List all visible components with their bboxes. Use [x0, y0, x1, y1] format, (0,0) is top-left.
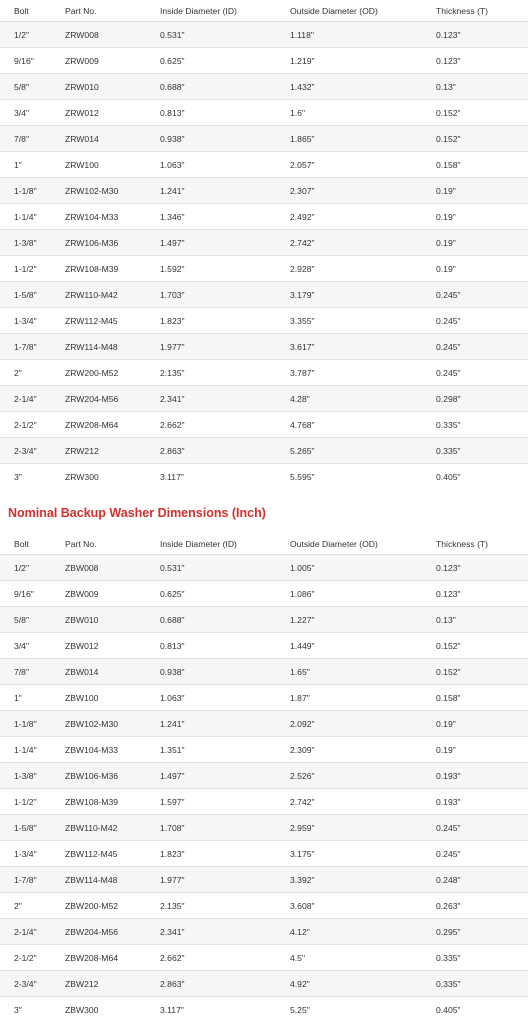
table-header — [0, 0, 528, 22]
washer-dimensions-table — [0, 0, 528, 489]
cell-inside-diameter: 1.703" — [146, 282, 276, 308]
table-row — [0, 256, 528, 282]
table-row — [0, 919, 528, 945]
cell-thickness: 0.245" — [422, 815, 528, 841]
cell-thickness: 0.123" — [422, 48, 528, 74]
cell-outside-diameter: 2.742" — [276, 789, 422, 815]
cell-bolt: 1-1/4" — [0, 737, 51, 763]
cell-outside-diameter: 2.309" — [276, 737, 422, 763]
cell-inside-diameter: 1.063" — [146, 152, 276, 178]
cell-inside-diameter: 2.662" — [146, 945, 276, 971]
cell-part-no: ZRW204-M56 — [51, 386, 146, 412]
table-row — [0, 945, 528, 971]
cell-part-no: ZBW204-M56 — [51, 919, 146, 945]
cell-thickness: 0.152" — [422, 100, 528, 126]
cell-thickness: 0.13" — [422, 74, 528, 100]
cell-part-no: ZRW014 — [51, 126, 146, 152]
cell-bolt: 2-1/2" — [0, 945, 51, 971]
cell-part-no: ZBW104-M33 — [51, 737, 146, 763]
cell-thickness: 0.193" — [422, 763, 528, 789]
cell-inside-diameter: 2.662" — [146, 412, 276, 438]
cell-thickness: 0.193" — [422, 789, 528, 815]
cell-bolt: 1-5/8" — [0, 815, 51, 841]
section-title: Nominal Backup Washer Dimensions (Inch) — [8, 506, 266, 520]
cell-bolt: 2-1/4" — [0, 919, 51, 945]
header-bolt: Bolt — [0, 533, 51, 555]
cell-part-no: ZBW114-M48 — [51, 867, 146, 893]
cell-part-no: ZBW108-M39 — [51, 789, 146, 815]
table-row — [0, 126, 528, 152]
header-inside-diameter: Inside Diameter (ID) — [146, 533, 276, 555]
cell-inside-diameter: 0.625" — [146, 581, 276, 607]
backup-washer-dimensions-table — [0, 533, 528, 1022]
header-inside-diameter: Inside Diameter (ID) — [146, 0, 276, 22]
cell-inside-diameter: 1.708" — [146, 815, 276, 841]
table-row — [0, 607, 528, 633]
cell-part-no: ZRW110-M42 — [51, 282, 146, 308]
cell-part-no: ZRW212 — [51, 438, 146, 464]
cell-inside-diameter: 2.341" — [146, 919, 276, 945]
table-row — [0, 555, 528, 581]
cell-outside-diameter: 3.787" — [276, 360, 422, 386]
table-row — [0, 581, 528, 607]
cell-inside-diameter: 0.531" — [146, 555, 276, 581]
cell-part-no: ZRW114-M48 — [51, 334, 146, 360]
header-outside-diameter: Outside Diameter (OD) — [276, 533, 422, 555]
cell-bolt: 1-1/2" — [0, 789, 51, 815]
cell-thickness: 0.19" — [422, 737, 528, 763]
cell-inside-diameter: 0.625" — [146, 48, 276, 74]
cell-part-no: ZBW008 — [51, 555, 146, 581]
cell-inside-diameter: 2.863" — [146, 971, 276, 997]
cell-thickness: 0.13" — [422, 607, 528, 633]
cell-part-no: ZRW009 — [51, 48, 146, 74]
cell-bolt: 7/8" — [0, 659, 51, 685]
header-thickness: Thickness (T) — [422, 533, 528, 555]
cell-bolt: 1/2" — [0, 22, 51, 48]
cell-inside-diameter: 0.938" — [146, 126, 276, 152]
cell-outside-diameter: 3.179" — [276, 282, 422, 308]
cell-inside-diameter: 0.531" — [146, 22, 276, 48]
cell-inside-diameter: 3.117" — [146, 464, 276, 490]
cell-bolt: 1-3/4" — [0, 308, 51, 334]
cell-outside-diameter: 1.005" — [276, 555, 422, 581]
cell-outside-diameter: 2.057" — [276, 152, 422, 178]
cell-thickness: 0.19" — [422, 204, 528, 230]
cell-outside-diameter: 5.25" — [276, 997, 422, 1023]
cell-thickness: 0.335" — [422, 412, 528, 438]
cell-bolt: 2-3/4" — [0, 971, 51, 997]
cell-outside-diameter: 2.742" — [276, 230, 422, 256]
cell-bolt: 5/8" — [0, 74, 51, 100]
cell-thickness: 0.335" — [422, 971, 528, 997]
cell-bolt: 1-5/8" — [0, 282, 51, 308]
cell-part-no: ZBW014 — [51, 659, 146, 685]
cell-outside-diameter: 1.219" — [276, 48, 422, 74]
table-row — [0, 737, 528, 763]
cell-outside-diameter: 1.6" — [276, 100, 422, 126]
cell-inside-diameter: 2.135" — [146, 893, 276, 919]
cell-outside-diameter: 5.265" — [276, 438, 422, 464]
cell-thickness: 0.19" — [422, 178, 528, 204]
table-row — [0, 997, 528, 1023]
cell-inside-diameter: 2.341" — [146, 386, 276, 412]
cell-thickness: 0.123" — [422, 555, 528, 581]
cell-thickness: 0.19" — [422, 711, 528, 737]
cell-thickness: 0.152" — [422, 659, 528, 685]
cell-part-no: ZRW208-M64 — [51, 412, 146, 438]
header-thickness: Thickness (T) — [422, 0, 528, 22]
cell-bolt: 2-3/4" — [0, 438, 51, 464]
cell-part-no: ZBW110-M42 — [51, 815, 146, 841]
cell-part-no: ZBW012 — [51, 633, 146, 659]
table-header — [0, 533, 528, 555]
header-bolt: Bolt — [0, 0, 51, 22]
cell-thickness: 0.263" — [422, 893, 528, 919]
cell-thickness: 0.19" — [422, 256, 528, 282]
cell-part-no: ZBW009 — [51, 581, 146, 607]
cell-part-no: ZRW108-M39 — [51, 256, 146, 282]
cell-part-no: ZBW112-M45 — [51, 841, 146, 867]
table-row — [0, 789, 528, 815]
table-row — [0, 412, 528, 438]
cell-part-no: ZBW106-M36 — [51, 763, 146, 789]
cell-part-no: ZBW010 — [51, 607, 146, 633]
cell-outside-diameter: 3.617" — [276, 334, 422, 360]
cell-outside-diameter: 1.432" — [276, 74, 422, 100]
cell-outside-diameter: 1.865" — [276, 126, 422, 152]
cell-outside-diameter: 1.086" — [276, 581, 422, 607]
table-row — [0, 230, 528, 256]
table-row — [0, 178, 528, 204]
table-body — [0, 555, 528, 1023]
cell-part-no: ZBW200-M52 — [51, 893, 146, 919]
cell-outside-diameter: 1.87" — [276, 685, 422, 711]
cell-bolt: 1-3/8" — [0, 763, 51, 789]
cell-outside-diameter: 1.227" — [276, 607, 422, 633]
cell-thickness: 0.245" — [422, 282, 528, 308]
cell-outside-diameter: 2.492" — [276, 204, 422, 230]
table-row — [0, 282, 528, 308]
table-body — [0, 22, 528, 490]
cell-outside-diameter: 4.92" — [276, 971, 422, 997]
cell-outside-diameter: 5.595" — [276, 464, 422, 490]
cell-bolt: 1-3/4" — [0, 841, 51, 867]
cell-bolt: 1-1/8" — [0, 178, 51, 204]
cell-bolt: 1-3/8" — [0, 230, 51, 256]
cell-part-no: ZRW104-M33 — [51, 204, 146, 230]
cell-part-no: ZBW102-M30 — [51, 711, 146, 737]
cell-bolt: 1" — [0, 685, 51, 711]
table-row — [0, 971, 528, 997]
cell-bolt: 3" — [0, 997, 51, 1023]
header-part-no: Part No. — [51, 533, 146, 555]
table-row — [0, 100, 528, 126]
cell-bolt: 9/16" — [0, 48, 51, 74]
cell-outside-diameter: 3.392" — [276, 867, 422, 893]
cell-outside-diameter: 1.449" — [276, 633, 422, 659]
cell-bolt: 1-7/8" — [0, 334, 51, 360]
cell-part-no: ZRW112-M45 — [51, 308, 146, 334]
cell-inside-diameter: 3.117" — [146, 997, 276, 1023]
cell-inside-diameter: 1.977" — [146, 334, 276, 360]
cell-bolt: 2" — [0, 360, 51, 386]
cell-part-no: ZRW300 — [51, 464, 146, 490]
cell-inside-diameter: 2.863" — [146, 438, 276, 464]
table-row — [0, 22, 528, 48]
cell-bolt: 2-1/2" — [0, 412, 51, 438]
cell-inside-diameter: 0.813" — [146, 633, 276, 659]
cell-bolt: 1/2" — [0, 555, 51, 581]
cell-part-no: ZRW012 — [51, 100, 146, 126]
cell-thickness: 0.335" — [422, 945, 528, 971]
cell-inside-diameter: 1.597" — [146, 789, 276, 815]
table-row — [0, 659, 528, 685]
header-row — [0, 533, 528, 555]
cell-inside-diameter: 1.592" — [146, 256, 276, 282]
cell-thickness: 0.405" — [422, 464, 528, 490]
cell-part-no: ZRW100 — [51, 152, 146, 178]
cell-bolt: 5/8" — [0, 607, 51, 633]
cell-bolt: 2" — [0, 893, 51, 919]
cell-outside-diameter: 3.355" — [276, 308, 422, 334]
cell-part-no: ZRW008 — [51, 22, 146, 48]
table-row — [0, 841, 528, 867]
cell-thickness: 0.245" — [422, 334, 528, 360]
cell-bolt: 1-1/2" — [0, 256, 51, 282]
cell-part-no: ZBW208-M64 — [51, 945, 146, 971]
cell-outside-diameter: 4.12" — [276, 919, 422, 945]
cell-outside-diameter: 1.65" — [276, 659, 422, 685]
cell-outside-diameter: 1.118" — [276, 22, 422, 48]
cell-outside-diameter: 2.307" — [276, 178, 422, 204]
cell-inside-diameter: 1.346" — [146, 204, 276, 230]
cell-part-no: ZBW100 — [51, 685, 146, 711]
cell-thickness: 0.152" — [422, 633, 528, 659]
table-row — [0, 464, 528, 490]
cell-thickness: 0.152" — [422, 126, 528, 152]
cell-thickness: 0.245" — [422, 360, 528, 386]
table-row — [0, 74, 528, 100]
cell-inside-diameter: 1.823" — [146, 308, 276, 334]
cell-part-no: ZBW212 — [51, 971, 146, 997]
cell-inside-diameter: 1.351" — [146, 737, 276, 763]
cell-part-no: ZRW102-M30 — [51, 178, 146, 204]
cell-outside-diameter: 2.959" — [276, 815, 422, 841]
cell-thickness: 0.405" — [422, 997, 528, 1023]
cell-outside-diameter: 2.928" — [276, 256, 422, 282]
table-row — [0, 711, 528, 737]
cell-thickness: 0.248" — [422, 867, 528, 893]
cell-inside-diameter: 0.688" — [146, 607, 276, 633]
cell-part-no: ZRW010 — [51, 74, 146, 100]
table-row — [0, 48, 528, 74]
cell-outside-diameter: 2.526" — [276, 763, 422, 789]
cell-bolt: 9/16" — [0, 581, 51, 607]
cell-outside-diameter: 4.5" — [276, 945, 422, 971]
cell-thickness: 0.158" — [422, 152, 528, 178]
cell-part-no: ZBW300 — [51, 997, 146, 1023]
table-row — [0, 152, 528, 178]
cell-inside-diameter: 1.977" — [146, 867, 276, 893]
cell-inside-diameter: 2.135" — [146, 360, 276, 386]
cell-inside-diameter: 1.241" — [146, 178, 276, 204]
table-row — [0, 386, 528, 412]
cell-inside-diameter: 1.497" — [146, 230, 276, 256]
header-row — [0, 0, 528, 22]
table-row — [0, 815, 528, 841]
cell-bolt: 1-1/8" — [0, 711, 51, 737]
cell-inside-diameter: 0.938" — [146, 659, 276, 685]
cell-outside-diameter: 2.092" — [276, 711, 422, 737]
table-row — [0, 438, 528, 464]
cell-inside-diameter: 0.688" — [146, 74, 276, 100]
cell-outside-diameter: 4.28" — [276, 386, 422, 412]
table-row — [0, 867, 528, 893]
cell-bolt: 1-7/8" — [0, 867, 51, 893]
cell-thickness: 0.19" — [422, 230, 528, 256]
header-outside-diameter: Outside Diameter (OD) — [276, 0, 422, 22]
cell-thickness: 0.295" — [422, 919, 528, 945]
cell-bolt: 2-1/4" — [0, 386, 51, 412]
cell-thickness: 0.123" — [422, 581, 528, 607]
cell-bolt: 1-1/4" — [0, 204, 51, 230]
cell-bolt: 3/4" — [0, 633, 51, 659]
table-row — [0, 685, 528, 711]
cell-bolt: 7/8" — [0, 126, 51, 152]
cell-outside-diameter: 3.175" — [276, 841, 422, 867]
table-row — [0, 204, 528, 230]
cell-thickness: 0.245" — [422, 841, 528, 867]
cell-inside-diameter: 0.813" — [146, 100, 276, 126]
cell-inside-diameter: 1.063" — [146, 685, 276, 711]
cell-thickness: 0.158" — [422, 685, 528, 711]
cell-inside-diameter: 1.497" — [146, 763, 276, 789]
table-row — [0, 308, 528, 334]
cell-thickness: 0.245" — [422, 308, 528, 334]
table-row — [0, 893, 528, 919]
header-part-no: Part No. — [51, 0, 146, 22]
cell-bolt: 1" — [0, 152, 51, 178]
cell-thickness: 0.298" — [422, 386, 528, 412]
table-row — [0, 360, 528, 386]
table-row — [0, 633, 528, 659]
cell-part-no: ZRW106-M36 — [51, 230, 146, 256]
cell-inside-diameter: 1.823" — [146, 841, 276, 867]
cell-thickness: 0.123" — [422, 22, 528, 48]
cell-outside-diameter: 4.768" — [276, 412, 422, 438]
cell-thickness: 0.335" — [422, 438, 528, 464]
cell-part-no: ZRW200-M52 — [51, 360, 146, 386]
cell-bolt: 3/4" — [0, 100, 51, 126]
cell-inside-diameter: 1.241" — [146, 711, 276, 737]
table-row — [0, 334, 528, 360]
cell-outside-diameter: 3.608" — [276, 893, 422, 919]
cell-bolt: 3" — [0, 464, 51, 490]
table-row — [0, 763, 528, 789]
